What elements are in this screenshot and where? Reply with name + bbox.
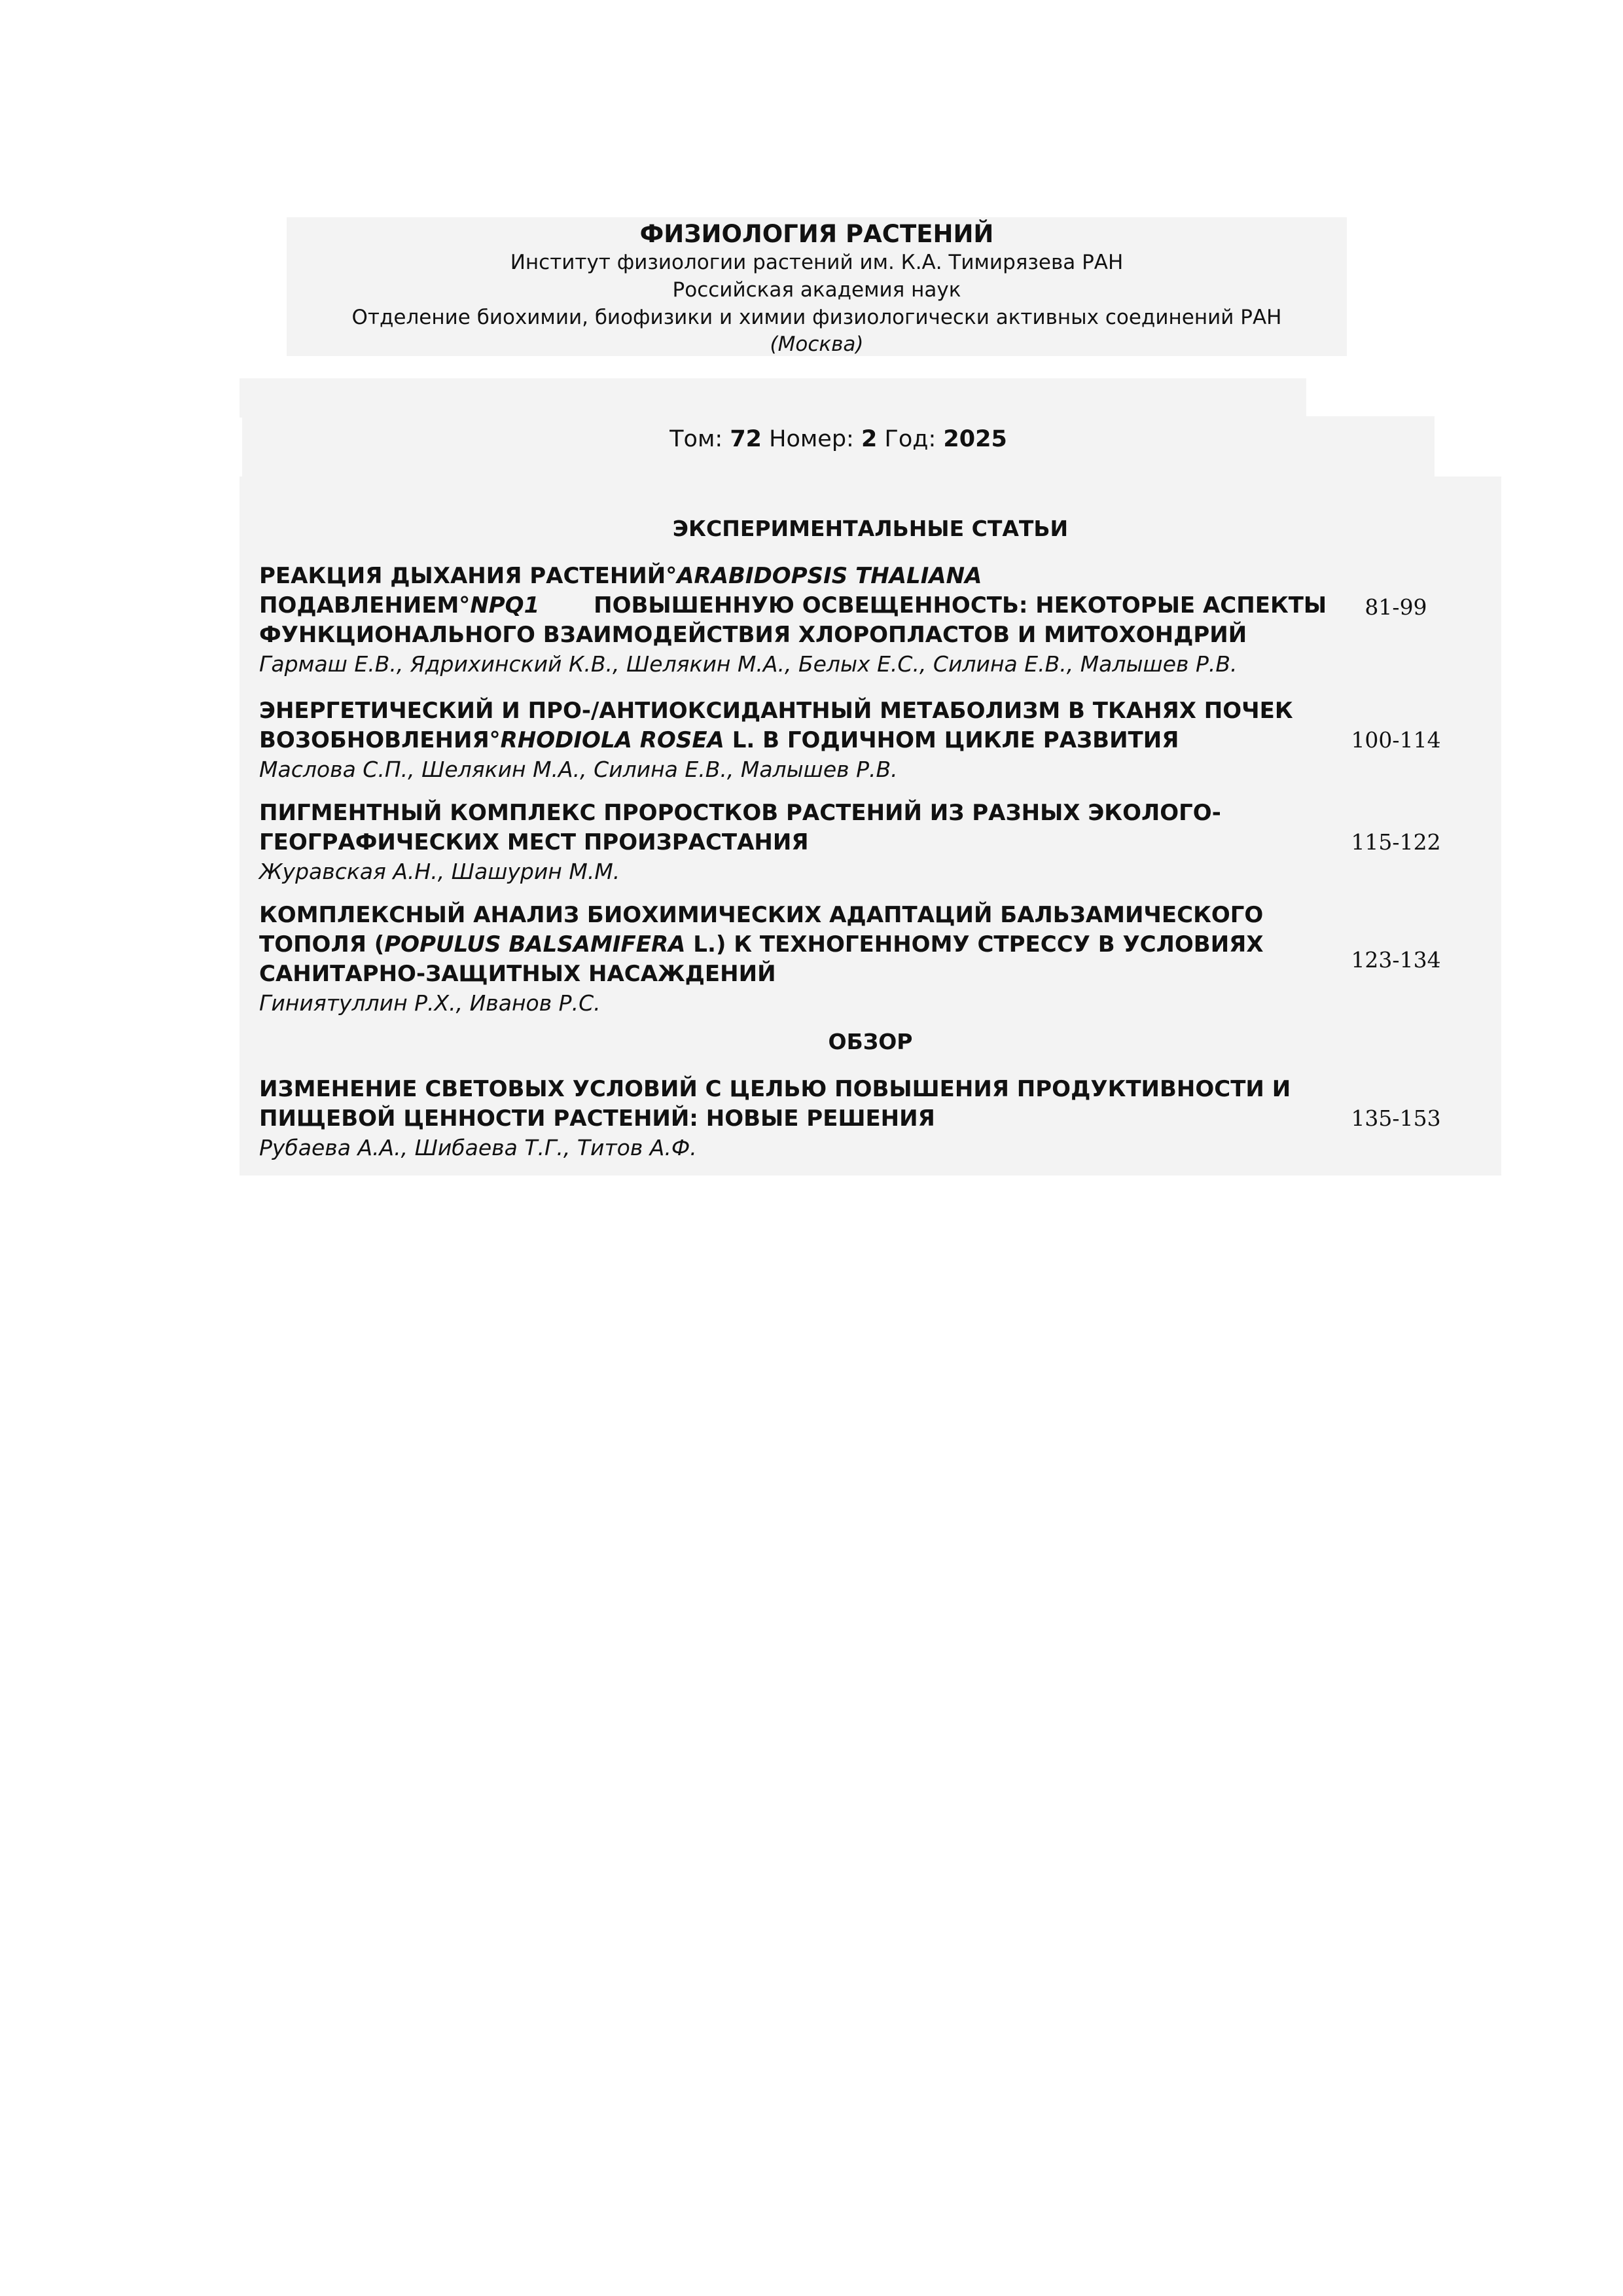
year-value: 2025 [943, 426, 1007, 452]
article-entry [259, 901, 1450, 1018]
section-heading-review: ОБЗОР [828, 1029, 913, 1054]
article-pages: 135-153 [1351, 1105, 1441, 1131]
article-authors: Журавская А.Н., Шашурин М.М. [259, 859, 620, 884]
article-title[interactable] [259, 901, 1346, 989]
article-title-line: ВОЗОБНОВЛЕНИЯ°RHODIOLA ROSEA L. В ГОДИЧНОМ ЦИКЛЕ РАЗВИТИЯ [259, 727, 1179, 753]
article-authors: Гиниятуллин Р.Х., Иванов Р.С. [259, 990, 601, 1016]
article-title-line: ГЕОГРАФИЧЕСКИХ МЕСТ ПРОИЗРАСТАНИЯ [259, 829, 809, 855]
article-authors: Рубаева А.А., Шибаева Т.Г., Титов А.Ф. [259, 1135, 697, 1160]
issue-background-top [240, 378, 1306, 418]
article-entry [259, 696, 1450, 784]
volume-label: Том: [669, 426, 723, 452]
article-title-line: ИЗМЕНЕНИЕ СВЕТОВЫХ УСЛОВИЙ С ЦЕЛЬЮ ПОВЫШЕНИЯ ПРОДУКТИВНОСТИ И [259, 1076, 1291, 1102]
journal-institute: Институт физиологии растений им. К.А. Тимирязева РАН [510, 251, 1124, 274]
number-label: Номер: [769, 426, 854, 452]
volume-value: 72 [730, 426, 762, 452]
journal-city: (Москва) [770, 332, 864, 356]
article-pages: 81-99 [1364, 594, 1427, 620]
issue-info [242, 416, 1435, 462]
article-entry [259, 1075, 1450, 1162]
article-title-line: РЕАКЦИЯ ДЫХАНИЯ РАСТЕНИЙ°ARABIDOPSIS THALIANA [259, 563, 982, 589]
journal-header [287, 217, 1347, 356]
article-title[interactable] [259, 798, 1346, 857]
article-pages: 123-134 [1351, 947, 1441, 973]
table-of-contents [240, 476, 1501, 1175]
article-title-line: ФУНКЦИОНАЛЬНОГО ВЗАИМОДЕЙСТВИЯ ХЛОРОПЛАСТОВ И МИТОХОНДРИЙ [259, 622, 1247, 648]
year-label: Год: [884, 426, 936, 452]
article-pages: 100-114 [1351, 727, 1441, 753]
article-title[interactable] [259, 562, 1346, 650]
journal-academy: Российская академия наук [672, 278, 961, 302]
article-entry [259, 798, 1450, 886]
article-title[interactable] [259, 1075, 1346, 1134]
article-authors: Гармаш Е.В., Ядрихинский К.В., Шелякин М.А., Белых Е.С., Силина Е.В., Малышев Р.В. [259, 651, 1238, 677]
article-authors: Маслова С.П., Шелякин М.А., Силина Е.В., Малышев Р.В. [259, 757, 898, 782]
article-title-line: ЭНЕРГЕТИЧЕСКИЙ И ПРО-/АНТИОКСИДАНТНЫЙ МЕТАБОЛИЗМ В ТКАНЯХ ПОЧЕК [259, 698, 1293, 724]
number-value: 2 [861, 426, 878, 452]
article-title-line: КОМПЛЕКСНЫЙ АНАЛИЗ БИОХИМИЧЕСКИХ АДАПТАЦИЙ БАЛЬЗАМИЧЕСКОГО [259, 902, 1264, 928]
article-title-line: ПИЩЕВОЙ ЦЕННОСТИ РАСТЕНИЙ: НОВЫЕ РЕШЕНИЯ [259, 1105, 935, 1132]
journal-title: ФИЗИОЛОГИЯ РАСТЕНИЙ [639, 220, 994, 248]
journal-department: Отделение биохимии, биофизики и химии физиологически активных соединений РАН [351, 306, 1282, 329]
article-pages: 115-122 [1351, 829, 1441, 855]
article-title-line: ПОДАВЛЕНИЕМ°NPQ1 ПОВЫШЕННУЮ ОСВЕЩЕННОСТЬ: НЕКОТОРЫЕ АСПЕКТЫ [259, 592, 1327, 619]
article-title-line: ПИГМЕНТНЫЙ КОМПЛЕКС ПРОРОСТКОВ РАСТЕНИЙ ИЗ РАЗНЫХ ЭКОЛОГО- [259, 800, 1221, 826]
article-title-line: ТОПОЛЯ (POPULUS BALSAMIFERA L.) К ТЕХНОГЕННОМУ СТРЕССУ В УСЛОВИЯХ [259, 931, 1264, 958]
article-entry [259, 562, 1450, 679]
article-title[interactable] [259, 696, 1346, 755]
section-heading-experimental: ЭКСПЕРИМЕНТАЛЬНЫЕ СТАТЬИ [672, 516, 1069, 541]
article-title-line: САНИТАРНО-ЗАЩИТНЫХ НАСАЖДЕНИЙ [259, 961, 776, 987]
